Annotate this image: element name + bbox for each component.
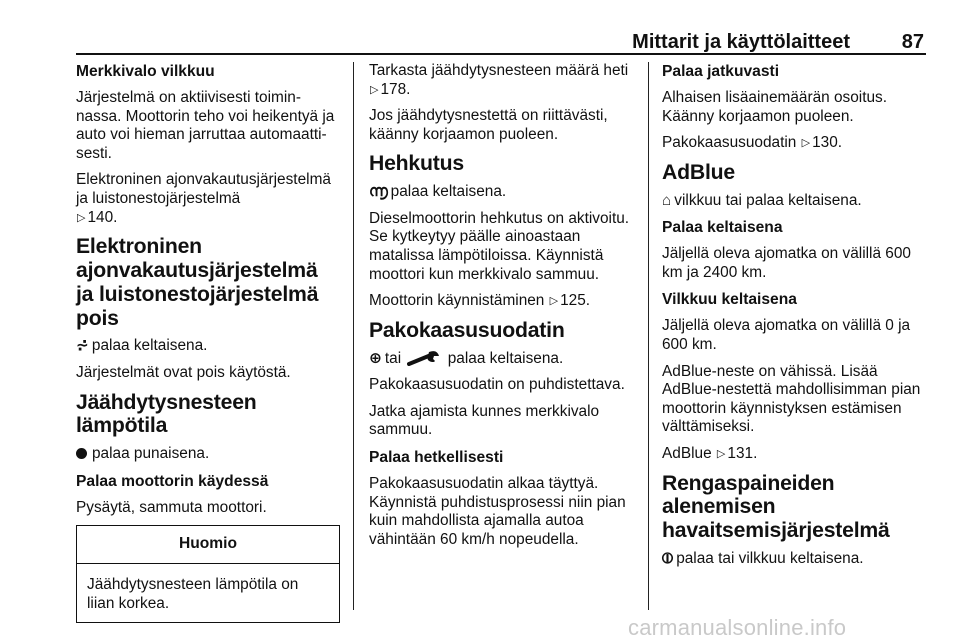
paragraph: Dieselmoottorin hehkutus on aktivoitu. Se kytkeytyy päälle ainoastaan matalissa lämpötiloissa. Käynnistä moottori kun merkkivalo sammuu. — [369, 209, 630, 283]
section-heading: Palaa hetkellisesti — [369, 448, 504, 466]
note-text: Jäähdytysnesteen lämpötila on liian korkea. — [87, 576, 299, 612]
paragraph: Moottorin käynnistäminen ▷ 125. — [369, 292, 591, 310]
paragraph: AdBlue-neste on vähissä. Lisää AdBlue-nestettä mahdollisimman pian moottorin käynnistyksen estämisen välttämiseksi. — [662, 362, 921, 436]
section-heading: Palaa moottorin käydessä — [76, 472, 269, 490]
paragraph: Pakokaasusuodatin alkaa täyttyä. Käynnistä puhdistusprosessi niin pian kuin mahdollista ajamalla autoa vähintään 60 km/h nopeudella. — [369, 474, 626, 548]
page-ref[interactable]: 131. — [727, 444, 758, 462]
column-divider — [353, 62, 354, 610]
paragraph: Pakokaasusuodatin on puhdistettava. — [369, 376, 625, 394]
section-heading: Palaa keltaisena — [662, 219, 783, 237]
coolant-warning-icon — [76, 448, 87, 459]
column-divider — [648, 62, 649, 610]
note-box — [76, 525, 340, 622]
page-ref[interactable]: 125. — [560, 292, 591, 310]
column-middle — [369, 62, 635, 557]
paragraph: Järjestelmä on aktiivisesti toiminnassa. Moottorin teho voi heikentyä ja auto voi hieman jarruttaa automaattisesti. — [76, 89, 335, 162]
glow-plug-icon: ൬ — [369, 183, 388, 201]
section-heading: Merkkivalo vilkkuu — [76, 63, 215, 80]
paragraph: Pysäytä, sammuta moottori. — [76, 498, 267, 516]
page-ref-arrow-icon: ▷ — [716, 447, 726, 460]
page-ref-arrow-icon: ▷ — [77, 211, 86, 224]
chapter-heading: Rengaspaineiden alenemisen havaitsemisjärjestelmä — [662, 471, 890, 543]
header-rule — [76, 53, 926, 55]
paragraph: ⩫ palaa keltaisena. — [76, 337, 208, 355]
column-left — [76, 62, 340, 623]
paragraph: AdBlue ▷ 131. — [662, 444, 758, 462]
paragraph: ⊕ tai palaa keltaisena. — [369, 349, 564, 367]
page-header — [76, 28, 926, 56]
paragraph: Pakokaasusuodatin ▷ 130. — [662, 134, 843, 152]
page-ref-arrow-icon: ▷ — [801, 137, 811, 150]
page-ref[interactable]: 130. — [812, 134, 843, 152]
tire-pressure-icon: ⦶ — [662, 549, 674, 567]
page-ref-arrow-icon: ▷ — [370, 83, 379, 96]
page-ref[interactable]: 140. — [87, 208, 118, 226]
paragraph: Elektroninen ajonvakautusjärjestelmä ja luistonestojärjestelmä ▷ 140. — [76, 171, 331, 226]
adblue-icon: ⌂ — [662, 191, 672, 209]
paragraph: Jos jäähdytysnestettä on riittävästi, käänny korjaamon puoleen. — [369, 107, 608, 143]
chapter-heading: AdBlue — [662, 160, 735, 184]
exhaust-filter-icon: ⊕ — [369, 349, 382, 367]
wrench-icon — [407, 350, 441, 366]
paragraph: palaa punaisena. — [76, 445, 340, 464]
paragraph: Tarkasta jäähdytysnesteen määrä heti ▷ 178. — [369, 62, 629, 98]
esc-off-icon: ⩫ — [76, 337, 89, 355]
paragraph: Järjestelmät ovat pois käytöstä. — [76, 363, 291, 381]
chapter-heading: Hehkutus — [369, 152, 464, 176]
page-title: Mittarit ja käyttölaitteet — [632, 31, 850, 53]
chapter-heading: Pakokaasusuodatin — [369, 318, 565, 342]
paragraph: ൬ palaa keltaisena. — [369, 183, 507, 201]
page-number: 87 — [901, 31, 924, 53]
section-heading: Palaa jatkuvasti — [662, 63, 780, 80]
chapter-heading: Elektroninen ajonvakautusjärjestelmä ja luistonestojärjestelmä pois — [76, 235, 319, 330]
column-right — [662, 62, 928, 577]
note-title: Huomio — [77, 526, 339, 564]
watermark: carmanualsonline.info — [628, 615, 847, 640]
paragraph: Alhaisen lisäainemäärän osoitus. Käänny korjaamon puoleen. — [662, 89, 888, 125]
paragraph: ⌂ vilkkuu tai palaa keltaisena. — [662, 191, 862, 209]
paragraph: ⦶ palaa tai vilkkuu keltaisena. — [662, 549, 864, 567]
page-ref-arrow-icon: ▷ — [549, 295, 559, 308]
chapter-heading: Jäähdytysnesteen lämpötila — [76, 390, 257, 438]
page-ref[interactable]: 178. — [380, 80, 411, 98]
paragraph: Jatka ajamista kunnes merkkivalo sammuu. — [369, 402, 600, 439]
section-heading: Vilkkuu keltaisena — [662, 291, 797, 309]
paragraph: Jäljellä oleva ajomatka on välillä 0 ja 600 km. — [662, 317, 911, 353]
paragraph: Jäljellä oleva ajomatka on välillä 600 km ja 2400 km. — [662, 245, 911, 281]
